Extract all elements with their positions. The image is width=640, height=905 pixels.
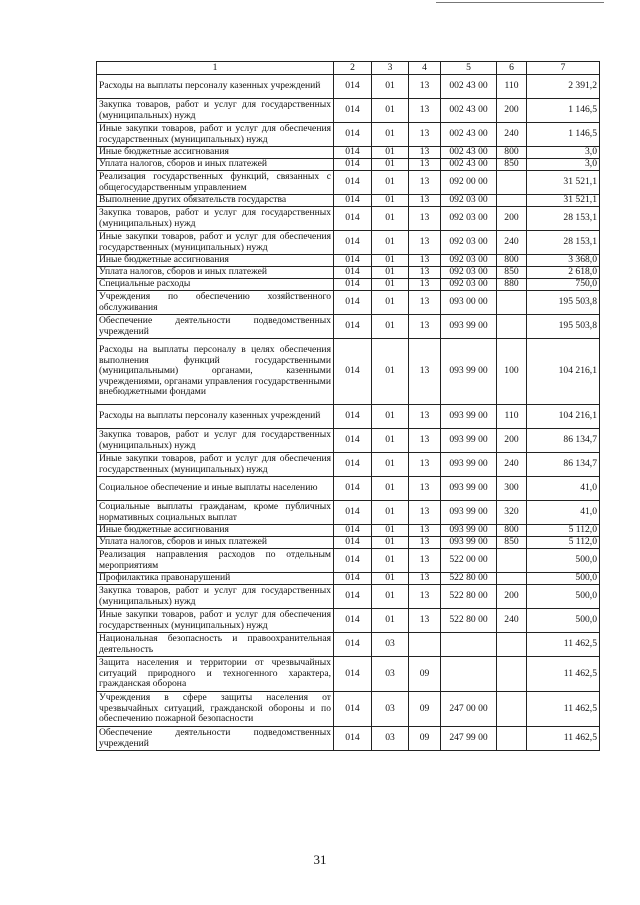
row-name: Расходы на выплаты персоналу казенных учреждений [97, 405, 334, 429]
column-6-code: 800 [497, 147, 527, 159]
column-5-code: 093 99 00 [441, 315, 497, 339]
column-5-code [441, 657, 497, 692]
column-7-amount: 750,0 [527, 279, 600, 291]
column-3-code: 01 [372, 255, 409, 267]
column-3-code: 01 [372, 159, 409, 171]
column-6-code [497, 633, 527, 657]
column-3-code: 01 [372, 207, 409, 231]
column-5-code: 093 99 00 [441, 537, 497, 549]
column-6-code: 200 [497, 585, 527, 609]
table-row [97, 339, 600, 405]
column-4-code: 13 [409, 501, 441, 525]
column-4-code: 13 [409, 123, 441, 147]
column-5-code: 522 80 00 [441, 609, 497, 633]
column-4-code: 13 [409, 549, 441, 573]
table-row [97, 291, 600, 315]
row-name: Социальные выплаты гражданам, кроме публичных нормативных социальных выплат [97, 501, 334, 525]
column-7-amount: 86 134,7 [527, 429, 600, 453]
row-name: Уплата налогов, сборов и иных платежей [97, 159, 334, 171]
column-4-code: 13 [409, 279, 441, 291]
column-2-code: 014 [334, 537, 372, 549]
column-4-code: 13 [409, 573, 441, 585]
column-6-code: 240 [497, 453, 527, 477]
column-4-code: 13 [409, 195, 441, 207]
row-name: Расходы на выплаты персоналу казенных учреждений [97, 75, 334, 99]
table-row [97, 315, 600, 339]
column-2-code: 014 [334, 159, 372, 171]
column-4-code: 13 [409, 525, 441, 537]
column-7-amount: 41,0 [527, 501, 600, 525]
row-name: Закупка товаров, работ и услуг для государственных (муниципальных) нужд [97, 99, 334, 123]
table-row [97, 501, 600, 525]
table-row [97, 525, 600, 537]
column-5-code: 093 99 00 [441, 429, 497, 453]
column-5-code: 002 43 00 [441, 99, 497, 123]
column-7-amount: 11 462,5 [527, 633, 600, 657]
column-3-code: 01 [372, 75, 409, 99]
column-3-code: 01 [372, 573, 409, 585]
column-4-code: 09 [409, 657, 441, 692]
row-name: Социальное обеспечение и иные выплаты населению [97, 477, 334, 501]
column-2-code: 014 [334, 573, 372, 585]
column-2-code: 014 [334, 727, 372, 751]
column-2-code: 014 [334, 99, 372, 123]
table-row [97, 453, 600, 477]
column-3-code: 01 [372, 279, 409, 291]
column-4-code: 13 [409, 405, 441, 429]
column-2-code: 014 [334, 585, 372, 609]
column-2-code: 014 [334, 453, 372, 477]
row-name: Профилактика правонарушений [97, 573, 334, 585]
column-7-amount: 195 503,8 [527, 315, 600, 339]
column-3-code: 01 [372, 429, 409, 453]
table-row [97, 537, 600, 549]
column-2-code: 014 [334, 692, 372, 727]
column-6-code: 200 [497, 99, 527, 123]
column-2-code: 014 [334, 501, 372, 525]
column-5-code: 002 43 00 [441, 123, 497, 147]
column-3-code: 03 [372, 633, 409, 657]
column-4-code: 13 [409, 453, 441, 477]
table-row [97, 573, 600, 585]
column-6-code: 240 [497, 231, 527, 255]
column-2-code: 014 [334, 315, 372, 339]
column-2-code: 014 [334, 549, 372, 573]
column-6-code: 850 [497, 159, 527, 171]
row-name: Иные закупки товаров, работ и услуг для обеспечения государственных (муниципальных) нужд [97, 453, 334, 477]
table-row [97, 123, 600, 147]
column-7-amount: 11 462,5 [527, 657, 600, 692]
row-name: Уплата налогов, сборов и иных платежей [97, 267, 334, 279]
column-6-code: 850 [497, 537, 527, 549]
column-6-code: 800 [497, 525, 527, 537]
row-name: Иные бюджетные ассигнования [97, 255, 334, 267]
column-4-code: 13 [409, 147, 441, 159]
column-5-code: 093 99 00 [441, 405, 497, 429]
table-row [97, 549, 600, 573]
column-5-code: 522 80 00 [441, 573, 497, 585]
column-7-amount: 28 153,1 [527, 207, 600, 231]
column-2-code: 014 [334, 477, 372, 501]
column-5-code: 093 99 00 [441, 477, 497, 501]
column-5-code: 002 43 00 [441, 147, 497, 159]
column-6-code [497, 195, 527, 207]
column-4-code: 13 [409, 585, 441, 609]
column-6-code [497, 573, 527, 585]
column-7-amount: 3,0 [527, 147, 600, 159]
column-6-code: 300 [497, 477, 527, 501]
column-3-code: 01 [372, 147, 409, 159]
column-7-amount: 5 112,0 [527, 537, 600, 549]
table-row [97, 231, 600, 255]
column-4-code: 13 [409, 267, 441, 279]
column-7-amount: 3 368,0 [527, 255, 600, 267]
table-row [97, 207, 600, 231]
table-row [97, 159, 600, 171]
header-row [97, 62, 600, 75]
row-name: Национальная безопасность и правоохранительная деятельность [97, 633, 334, 657]
column-6-code: 240 [497, 609, 527, 633]
row-name: Уплата налогов, сборов и иных платежей [97, 537, 334, 549]
column-7-amount: 11 462,5 [527, 692, 600, 727]
column-3-code: 01 [372, 549, 409, 573]
column-4-code: 09 [409, 692, 441, 727]
column-3-code: 01 [372, 585, 409, 609]
row-name: Закупка товаров, работ и услуг для государственных (муниципальных) нужд [97, 429, 334, 453]
column-3-code: 01 [372, 123, 409, 147]
column-2-code: 014 [334, 147, 372, 159]
column-6-code [497, 727, 527, 751]
column-2-code: 014 [334, 207, 372, 231]
column-5-code: 093 00 00 [441, 291, 497, 315]
row-name: Закупка товаров, работ и услуг для государственных (муниципальных) нужд [97, 585, 334, 609]
column-6-code [497, 171, 527, 195]
column-5-code: 092 03 00 [441, 267, 497, 279]
column-4-code: 13 [409, 99, 441, 123]
column-2-code: 014 [334, 429, 372, 453]
table-row [97, 147, 600, 159]
column-7-amount: 500,0 [527, 585, 600, 609]
column-7-amount: 31 521,1 [527, 171, 600, 195]
column-3-code: 01 [372, 537, 409, 549]
header-cell: 7 [527, 62, 600, 75]
column-6-code [497, 291, 527, 315]
column-2-code: 014 [334, 123, 372, 147]
column-7-amount: 3,0 [527, 159, 600, 171]
column-2-code: 014 [334, 171, 372, 195]
column-6-code: 850 [497, 267, 527, 279]
column-4-code: 13 [409, 537, 441, 549]
row-name: Иные бюджетные ассигнования [97, 525, 334, 537]
column-2-code: 014 [334, 255, 372, 267]
column-7-amount: 2 391,2 [527, 75, 600, 99]
row-name: Иные закупки товаров, работ и услуг для обеспечения государственных (муниципальных) нужд [97, 231, 334, 255]
column-6-code: 110 [497, 75, 527, 99]
column-5-code: 247 00 00 [441, 692, 497, 727]
column-3-code: 03 [372, 692, 409, 727]
column-6-code: 110 [497, 405, 527, 429]
column-7-amount: 11 462,5 [527, 727, 600, 751]
column-4-code: 13 [409, 609, 441, 633]
column-4-code: 13 [409, 159, 441, 171]
column-7-amount: 500,0 [527, 573, 600, 585]
column-7-amount: 1 146,5 [527, 99, 600, 123]
column-7-amount: 500,0 [527, 549, 600, 573]
column-2-code: 014 [334, 525, 372, 537]
column-4-code: 13 [409, 75, 441, 99]
column-3-code: 01 [372, 477, 409, 501]
column-5-code: 093 99 00 [441, 453, 497, 477]
column-4-code: 13 [409, 339, 441, 405]
column-7-amount: 31 521,1 [527, 195, 600, 207]
column-6-code [497, 657, 527, 692]
header-cell: 6 [497, 62, 527, 75]
column-6-code [497, 549, 527, 573]
column-5-code: 093 99 00 [441, 525, 497, 537]
table-row [97, 255, 600, 267]
column-3-code: 03 [372, 657, 409, 692]
column-2-code: 014 [334, 195, 372, 207]
column-7-amount: 104 216,1 [527, 405, 600, 429]
column-4-code: 13 [409, 231, 441, 255]
column-5-code: 092 03 00 [441, 255, 497, 267]
column-4-code: 13 [409, 171, 441, 195]
table-row [97, 99, 600, 123]
row-name: Иные закупки товаров, работ и услуг для обеспечения государственных (муниципальных) нужд [97, 609, 334, 633]
table-row [97, 727, 600, 751]
table-row [97, 279, 600, 291]
column-3-code: 01 [372, 267, 409, 279]
column-3-code: 01 [372, 501, 409, 525]
column-6-code [497, 692, 527, 727]
header-cell: 4 [409, 62, 441, 75]
column-3-code: 01 [372, 195, 409, 207]
column-3-code: 01 [372, 171, 409, 195]
column-3-code: 01 [372, 339, 409, 405]
column-4-code: 13 [409, 291, 441, 315]
column-6-code: 800 [497, 255, 527, 267]
column-3-code: 01 [372, 315, 409, 339]
column-7-amount: 500,0 [527, 609, 600, 633]
column-4-code: 13 [409, 315, 441, 339]
column-2-code: 014 [334, 75, 372, 99]
row-name: Реализация государственных функций, связанных с общегосударственным управлением [97, 171, 334, 195]
column-4-code: 13 [409, 477, 441, 501]
table-row [97, 657, 600, 692]
column-6-code: 200 [497, 207, 527, 231]
column-7-amount: 41,0 [527, 477, 600, 501]
column-4-code [409, 633, 441, 657]
table-row [97, 75, 600, 99]
column-6-code: 320 [497, 501, 527, 525]
column-5-code: 247 99 00 [441, 727, 497, 751]
column-2-code: 014 [334, 609, 372, 633]
table-row [97, 585, 600, 609]
column-2-code: 014 [334, 657, 372, 692]
column-5-code: 092 03 00 [441, 279, 497, 291]
column-7-amount: 86 134,7 [527, 453, 600, 477]
column-7-amount: 2 618,0 [527, 267, 600, 279]
row-name: Иные закупки товаров, работ и услуг для обеспечения государственных (муниципальных) нужд [97, 123, 334, 147]
column-3-code: 01 [372, 525, 409, 537]
header-rule [436, 2, 604, 3]
column-5-code: 522 00 00 [441, 549, 497, 573]
header-cell: 3 [372, 62, 409, 75]
column-7-amount: 5 112,0 [527, 525, 600, 537]
column-5-code [441, 633, 497, 657]
column-4-code: 13 [409, 429, 441, 453]
table-row [97, 692, 600, 727]
row-name: Обеспечение деятельности подведомственных учреждений [97, 315, 334, 339]
column-7-amount: 28 153,1 [527, 231, 600, 255]
column-5-code: 092 03 00 [441, 207, 497, 231]
column-7-amount: 195 503,8 [527, 291, 600, 315]
column-4-code: 13 [409, 255, 441, 267]
column-3-code: 01 [372, 291, 409, 315]
table-row [97, 405, 600, 429]
row-name: Защита населения и территории от чрезвычайных ситуаций природного и техногенного характера, гражданская оборона [97, 657, 334, 692]
column-5-code: 002 43 00 [441, 159, 497, 171]
column-2-code: 014 [334, 405, 372, 429]
column-6-code: 100 [497, 339, 527, 405]
column-5-code: 092 03 00 [441, 195, 497, 207]
row-name: Выполнение других обязательств государства [97, 195, 334, 207]
row-name: Специальные расходы [97, 279, 334, 291]
column-7-amount: 1 146,5 [527, 123, 600, 147]
column-5-code: 522 80 00 [441, 585, 497, 609]
table-row [97, 267, 600, 279]
column-6-code: 200 [497, 429, 527, 453]
table-row [97, 633, 600, 657]
column-5-code: 002 43 00 [441, 75, 497, 99]
column-3-code: 01 [372, 609, 409, 633]
column-5-code: 093 99 00 [441, 339, 497, 405]
column-2-code: 014 [334, 339, 372, 405]
column-6-code: 880 [497, 279, 527, 291]
table-row [97, 195, 600, 207]
header-cell: 2 [334, 62, 372, 75]
page-number: 31 [313, 852, 327, 867]
column-7-amount: 104 216,1 [527, 339, 600, 405]
header-cell: 1 [97, 62, 334, 75]
column-2-code: 014 [334, 291, 372, 315]
row-name: Закупка товаров, работ и услуг для государственных (муниципальных) нужд [97, 207, 334, 231]
row-name: Учреждения в сфере защиты населения от чрезвычайных ситуаций, гражданской обороны и по обеспечению пожарной безопасности [97, 692, 334, 727]
row-name: Расходы на выплаты персоналу в целях обеспечения выполнения функций государственными (муниципальными) органами, казенными учреждениями, органами управления государственными внебюджетными фондами [97, 339, 334, 405]
table-row [97, 477, 600, 501]
column-4-code: 09 [409, 727, 441, 751]
column-3-code: 03 [372, 727, 409, 751]
column-3-code: 01 [372, 99, 409, 123]
column-5-code: 093 99 00 [441, 501, 497, 525]
row-name: Учреждения по обеспечению хозяйственного обслуживания [97, 291, 334, 315]
row-name: Обеспечение деятельности подведомственных учреждений [97, 727, 334, 751]
table-row [97, 609, 600, 633]
row-name: Иные бюджетные ассигнования [97, 147, 334, 159]
column-3-code: 01 [372, 405, 409, 429]
header-cell: 5 [441, 62, 497, 75]
column-3-code: 01 [372, 231, 409, 255]
table-row [97, 171, 600, 195]
column-6-code [497, 315, 527, 339]
column-2-code: 014 [334, 279, 372, 291]
column-6-code: 240 [497, 123, 527, 147]
budget-table [96, 61, 600, 751]
column-2-code: 014 [334, 231, 372, 255]
table-row [97, 429, 600, 453]
column-2-code: 014 [334, 633, 372, 657]
column-5-code: 092 03 00 [441, 231, 497, 255]
column-2-code: 014 [334, 267, 372, 279]
row-name: Реализация направления расходов по отдельным мероприятиям [97, 549, 334, 573]
column-5-code: 092 00 00 [441, 171, 497, 195]
column-3-code: 01 [372, 453, 409, 477]
column-4-code: 13 [409, 207, 441, 231]
